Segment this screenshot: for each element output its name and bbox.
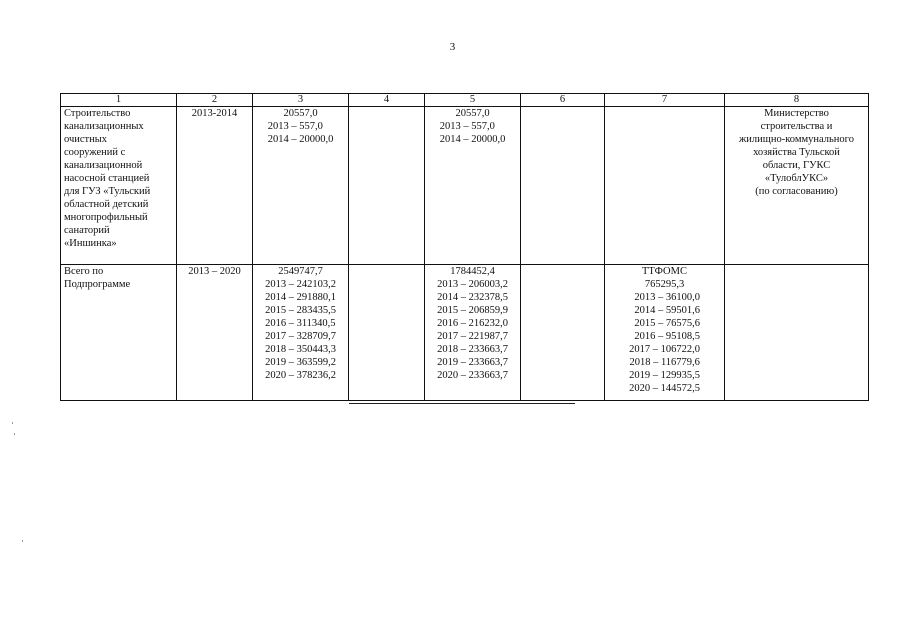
local-budget-cell [521, 265, 605, 401]
regional-budget-cell: 1784452,4 2013 – 206003,2 2014 – 232378,5 2015 – 206859,9 2016 – 216232,0 2017 – 221987,7 2018 – 233663,7 2019 – 233663,7 2020 – 233663,7 [425, 265, 521, 401]
column-header: 3 [253, 94, 349, 107]
scan-speck [12, 422, 13, 424]
table-row-total [61, 265, 869, 401]
measure-name-cell: Всего по Подпрограмме [61, 265, 177, 401]
column-header: 1 [61, 94, 177, 107]
measure-name-cell: Строительство канализационных очистных сооружений с канализационной насосной станцией для ГУЗ «Тульский областной детский многопрофильный санаторий «Иншинка» [61, 107, 177, 265]
period-cell: 2013 – 2020 [177, 265, 253, 401]
column-header: 6 [521, 94, 605, 107]
column-header: 2 [177, 94, 253, 107]
column-header: 5 [425, 94, 521, 107]
column-header: 4 [349, 94, 425, 107]
table-header-row [61, 94, 869, 107]
executor-cell: Министерство строительства и жилищно-коммунального хозяйства Тульской области, ГУКС «ТулоблУКС» (по согласованию) [725, 107, 869, 265]
federal-budget-cell [349, 107, 425, 265]
table-row [61, 107, 869, 265]
column-header: 8 [725, 94, 869, 107]
total-funding-cell: 2549747,7 2013 – 242103,2 2014 – 291880,1 2015 – 283435,5 2016 – 311340,5 2017 – 328709,7 2018 – 350443,3 2019 – 363599,2 2020 – 378236,2 [253, 265, 349, 401]
local-budget-cell [521, 107, 605, 265]
executor-cell [725, 265, 869, 401]
other-sources-cell: ТТФОМС 765295,3 2013 – 36100,0 2014 – 59501,6 2015 – 76575,6 2016 – 95108,5 2017 – 106722,0 2018 – 116779,6 2019 – 129935,5 2020 – 144572,5 [605, 265, 725, 401]
period-cell: 2013-2014 [177, 107, 253, 265]
subprogram-table [60, 93, 869, 401]
end-of-table-rule [349, 403, 575, 404]
federal-budget-cell [349, 265, 425, 401]
column-header: 7 [605, 94, 725, 107]
regional-budget-cell: 20557,0 2013 – 557,0 2014 – 20000,0 [425, 107, 521, 265]
other-sources-cell [605, 107, 725, 265]
scan-speck [22, 540, 23, 542]
total-funding-cell: 20557,0 2013 – 557,0 2014 – 20000,0 [253, 107, 349, 265]
page-number: 3 [449, 41, 456, 53]
scan-speck [14, 433, 15, 435]
